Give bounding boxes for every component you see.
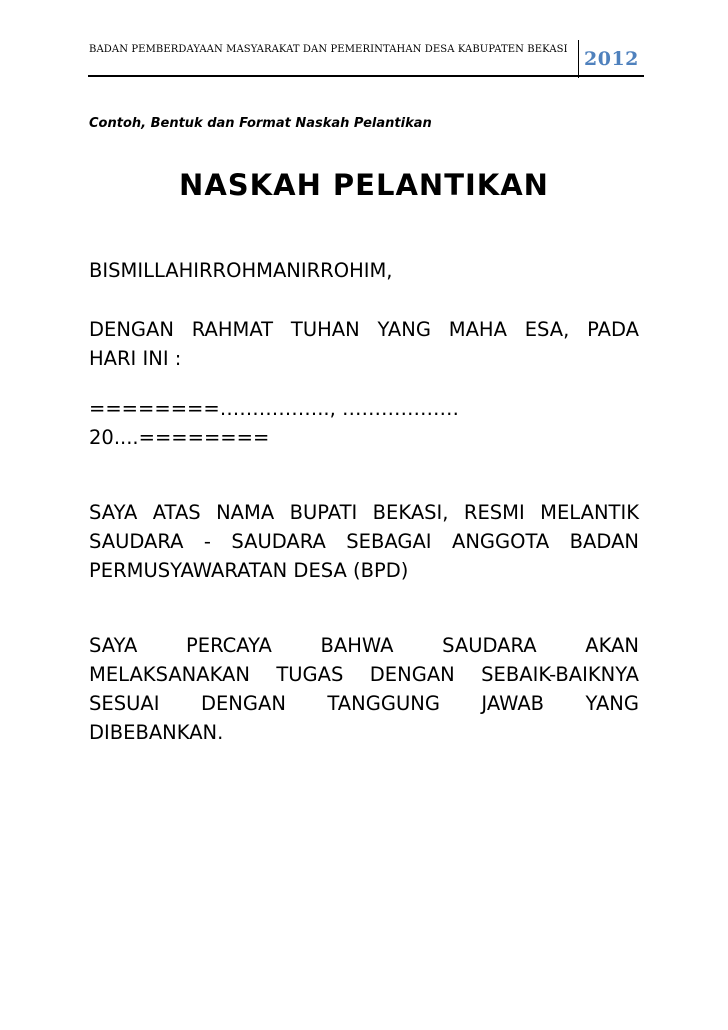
pelantikan-line-2: SAUDARA - SAUDARA SEBAGAI ANGGOTA BADAN <box>89 530 639 553</box>
document-subtitle: Contoh, Bentuk dan Format Naskah Pelantikan <box>89 116 432 131</box>
rahmat-paragraph <box>89 315 639 373</box>
header-rule <box>88 75 644 77</box>
opening-line: BISMILLAHIRROHMANIRROHIM, <box>89 259 393 282</box>
header-year: 2012 <box>584 48 639 70</box>
document-title: NASKAH PELANTIKAN <box>179 168 549 202</box>
header-divider-vertical <box>578 40 579 78</box>
rahmat-line-2: HARI INI : <box>89 347 182 370</box>
header-organization: BADAN PEMBERDAYAAN MASYARAKAT DAN PEMERINTAHAN DESA KABUPATEN BEKASI <box>89 44 568 55</box>
percaya-line-1: SAYA PERCAYA BAHWA SAUDARA AKAN <box>89 634 639 657</box>
rahmat-line-1: DENGAN RAHMAT TUHAN YANG MAHA ESA, PADA <box>89 318 639 341</box>
date-line: ========…………….., ………………20....======== <box>89 397 460 449</box>
percaya-line-3: SESUAI DENGAN TANGGUNG JAWAB YANG <box>89 692 639 715</box>
date-paragraph <box>89 394 639 452</box>
percaya-paragraph <box>89 631 639 747</box>
pelantikan-paragraph <box>89 498 639 585</box>
opening-paragraph <box>89 256 639 285</box>
pelantikan-line-3: PERMUSYAWARATAN DESA (BPD) <box>89 559 409 582</box>
percaya-line-4: DIBEBANKAN. <box>89 721 224 744</box>
percaya-line-2: MELAKSANAKAN TUGAS DENGAN SEBAIK-BAIKNYA <box>89 663 639 686</box>
pelantikan-line-1: SAYA ATAS NAMA BUPATI BEKASI, RESMI MELANTIK <box>89 501 639 524</box>
